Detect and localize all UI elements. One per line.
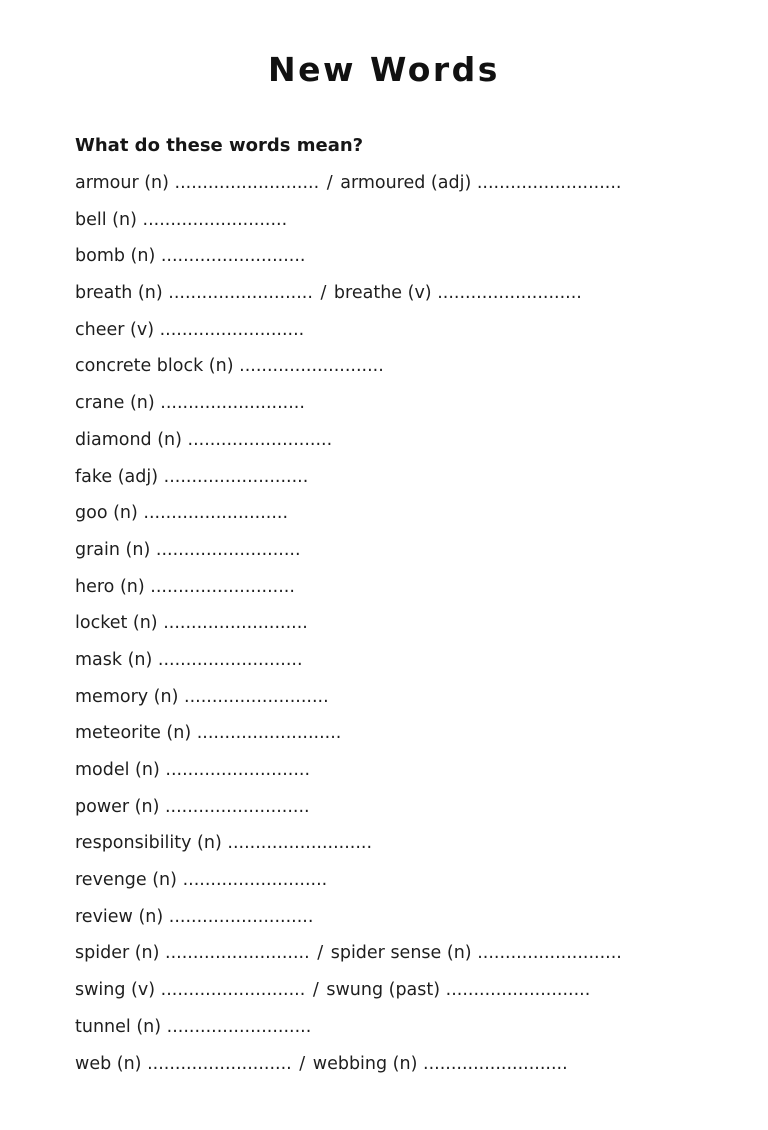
answer-blank: .......................... xyxy=(196,723,342,744)
word-term: power (n) xyxy=(75,796,160,817)
word-term: crane (n) xyxy=(75,393,155,414)
word-entry xyxy=(75,829,622,866)
word-entry xyxy=(75,169,622,206)
word-term: memory (n) xyxy=(75,686,179,707)
word-entry xyxy=(75,793,622,830)
word-entry xyxy=(75,463,622,500)
word-term: fake (adj) xyxy=(75,466,159,487)
word-entry xyxy=(75,426,622,463)
related-word-term: armoured (adj) xyxy=(340,173,472,193)
word-entry xyxy=(75,609,622,646)
answer-blank: .......................... xyxy=(168,906,314,927)
answer-blank: .......................... xyxy=(160,246,306,267)
word-entry xyxy=(75,242,622,279)
separator-slash: / xyxy=(314,283,332,304)
word-entry xyxy=(75,536,622,573)
word-term: swing (v) xyxy=(75,980,156,1001)
word-term: grain (n) xyxy=(75,539,151,560)
answer-blank: .......................... xyxy=(159,319,305,340)
word-term: revenge (n) xyxy=(75,870,177,891)
answer-blank: .......................... xyxy=(187,429,333,450)
word-term: responsibility (n) xyxy=(75,833,222,854)
answer-blank: .......................... xyxy=(147,1053,292,1074)
word-term: armour (n) xyxy=(75,173,169,193)
word-entry xyxy=(75,683,622,720)
separator-slash: / xyxy=(293,1053,311,1074)
answer-blank: .......................... xyxy=(157,649,303,670)
word-entry xyxy=(75,939,622,976)
word-entry xyxy=(75,279,622,316)
answer-blank: .......................... xyxy=(182,870,328,891)
word-entry xyxy=(75,573,622,610)
answer-blank: .......................... xyxy=(165,760,311,780)
answer-blank: .......................... xyxy=(423,1053,568,1074)
page-title: New Words xyxy=(268,50,500,89)
question-prompt: What do these words mean? xyxy=(75,135,364,156)
answer-blank: .......................... xyxy=(160,980,306,1001)
separator-slash: / xyxy=(311,943,329,964)
word-entry xyxy=(75,719,622,756)
word-entry xyxy=(75,499,622,536)
answer-blank: .......................... xyxy=(476,173,622,193)
word-entry xyxy=(75,206,622,243)
related-word-term: breathe (v) xyxy=(333,283,432,304)
word-entry xyxy=(75,389,622,426)
word-term: spider (n) xyxy=(75,943,160,964)
word-entry xyxy=(75,1050,622,1087)
word-entry xyxy=(75,976,622,1013)
related-word-term: spider sense (n) xyxy=(330,943,472,964)
answer-blank: .......................... xyxy=(437,283,582,304)
answer-blank: .......................... xyxy=(168,283,313,304)
answer-blank: .......................... xyxy=(163,613,308,634)
answer-blank: .......................... xyxy=(150,576,295,597)
answer-blank: .......................... xyxy=(142,209,288,230)
word-entry xyxy=(75,756,622,793)
word-term: web (n) xyxy=(75,1053,142,1074)
word-term: mask (n) xyxy=(75,649,153,670)
word-entry xyxy=(75,316,622,353)
answer-blank: .......................... xyxy=(155,539,301,560)
word-term: goo (n) xyxy=(75,503,138,524)
word-term: locket (n) xyxy=(75,613,158,634)
separator-slash: / xyxy=(307,980,325,1001)
word-term: breath (n) xyxy=(75,283,163,304)
word-term: bomb (n) xyxy=(75,246,156,267)
word-term: tunnel (n) xyxy=(75,1016,162,1037)
word-term: model (n) xyxy=(75,760,160,780)
word-entry xyxy=(75,646,622,683)
answer-blank: .......................... xyxy=(165,943,310,964)
answer-blank: .......................... xyxy=(164,796,310,817)
answer-blank: .......................... xyxy=(143,503,289,524)
answer-blank: .......................... xyxy=(166,1016,312,1037)
word-entry xyxy=(75,1013,622,1050)
related-word-term: webbing (n) xyxy=(312,1053,418,1074)
word-term: cheer (v) xyxy=(75,319,155,340)
word-entry xyxy=(75,352,622,389)
answer-blank: .......................... xyxy=(477,943,622,964)
answer-blank: .......................... xyxy=(239,356,384,377)
word-term: concrete block (n) xyxy=(75,356,234,377)
answer-blank: .......................... xyxy=(174,173,320,193)
related-word-term: swung (past) xyxy=(326,980,441,1001)
word-term: meteorite (n) xyxy=(75,723,192,744)
answer-blank: .......................... xyxy=(445,980,591,1001)
answer-blank: .......................... xyxy=(160,393,305,414)
word-term: hero (n) xyxy=(75,576,145,597)
word-term: diamond (n) xyxy=(75,429,182,450)
answer-blank: .......................... xyxy=(184,686,329,707)
word-entry xyxy=(75,866,622,903)
answer-blank: .......................... xyxy=(227,833,373,854)
word-term: review (n) xyxy=(75,906,164,927)
word-list xyxy=(75,169,622,1086)
word-term: bell (n) xyxy=(75,209,137,230)
separator-slash: / xyxy=(321,173,339,193)
answer-blank: .......................... xyxy=(163,466,309,487)
word-entry xyxy=(75,903,622,940)
